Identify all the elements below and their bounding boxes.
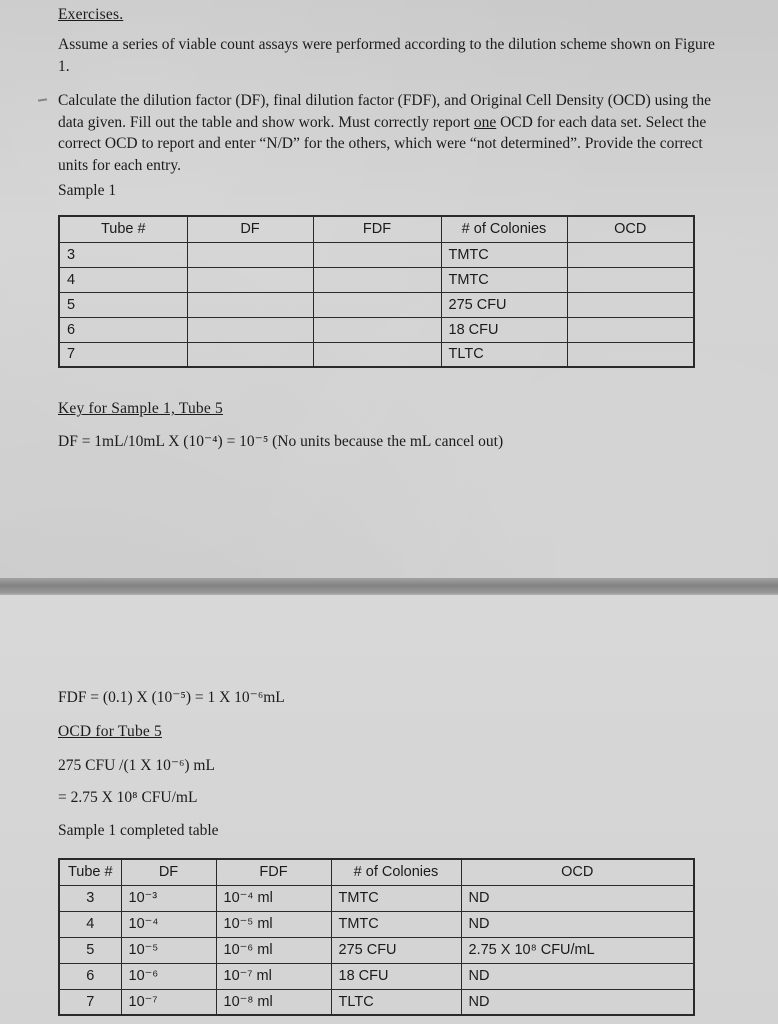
table-cell-ocd: ND xyxy=(461,989,694,1015)
table-cell-tube: 7 xyxy=(59,989,121,1015)
ocd-formula-line1: 275 CFU /(1 X 10⁻⁶) mL xyxy=(58,757,215,774)
column-header-df: DF xyxy=(187,216,313,242)
table-cell-fdf xyxy=(313,242,441,267)
column-header-tube: Tube # xyxy=(59,859,121,885)
table-cell-ocd xyxy=(567,242,694,267)
table-cell-ocd xyxy=(567,292,694,317)
table-cell-df: 10⁻⁵ xyxy=(121,937,216,963)
table-header-row xyxy=(59,859,694,885)
table-cell-df xyxy=(187,342,313,367)
sample1-blank-table xyxy=(58,215,695,368)
table-row xyxy=(59,342,694,367)
ocd-heading: OCD for Tube 5 xyxy=(58,723,162,740)
instructions-underlined-word: one xyxy=(473,113,497,131)
column-header-ocd: OCD xyxy=(567,216,694,242)
table-row xyxy=(59,292,694,317)
completed-table-caption: Sample 1 completed table xyxy=(58,822,219,839)
table-cell-ocd: ND xyxy=(461,885,694,911)
page-divider xyxy=(0,578,778,595)
table-cell-tube: 6 xyxy=(59,317,187,342)
exercises-heading: Exercises. xyxy=(58,6,124,23)
table-cell-tube: 5 xyxy=(59,937,121,963)
table-row xyxy=(59,885,694,911)
table-cell-colonies: TMTC xyxy=(331,911,461,937)
table-cell-colonies: 18 CFU xyxy=(441,317,567,342)
table-cell-fdf xyxy=(313,292,441,317)
table-cell-df xyxy=(187,267,313,292)
table-row xyxy=(59,937,694,963)
table-row xyxy=(59,963,694,989)
table-cell-colonies: TMTC xyxy=(441,242,567,267)
table-cell-df: 10⁻³ xyxy=(121,885,216,911)
table-cell-tube: 5 xyxy=(59,292,187,317)
column-header-ocd: OCD xyxy=(461,859,694,885)
table-cell-fdf xyxy=(313,342,441,367)
ocd-formula-line2: = 2.75 X 10⁸ CFU/mL xyxy=(58,789,198,806)
table-cell-ocd xyxy=(567,342,694,367)
sample1-completed-table xyxy=(58,858,695,1016)
instructions-text-part1: Calculate the dilution factor (DF), final dilution factor (FDF), and Original Cell Density (OCD) using the data given. Fill out the table and show work. Must correctly report xyxy=(58,92,712,131)
column-header-tube: Tube # xyxy=(59,216,187,242)
table-cell-colonies: TLTC xyxy=(331,989,461,1015)
table-cell-fdf: 10⁻⁷ ml xyxy=(216,963,331,989)
table-cell-df xyxy=(187,292,313,317)
column-header-fdf: FDF xyxy=(313,216,441,242)
table-cell-ocd: ND xyxy=(461,963,694,989)
table-cell-tube: 6 xyxy=(59,963,121,989)
column-header-colonies: # of Colonies xyxy=(441,216,567,242)
table-cell-df: 10⁻⁷ xyxy=(121,989,216,1015)
margin-mark xyxy=(38,98,47,101)
table-cell-ocd xyxy=(567,267,694,292)
table-cell-colonies: 18 CFU xyxy=(331,963,461,989)
column-header-fdf: FDF xyxy=(216,859,331,885)
table-cell-df xyxy=(187,242,313,267)
table-cell-df xyxy=(187,317,313,342)
table-cell-colonies: TMTC xyxy=(441,267,567,292)
table-cell-df: 10⁻⁴ xyxy=(121,911,216,937)
table-cell-fdf xyxy=(313,317,441,342)
table-cell-fdf: 10⁻⁶ ml xyxy=(216,937,331,963)
sample-label: Sample 1 xyxy=(58,182,117,199)
intro-paragraph: Assume a series of viable count assays were performed according to the dilution scheme shown on Figure 1. xyxy=(58,36,715,75)
table-cell-colonies: 275 CFU xyxy=(331,937,461,963)
table-row xyxy=(59,267,694,292)
table-cell-fdf: 10⁻⁸ ml xyxy=(216,989,331,1015)
table-cell-tube: 7 xyxy=(59,342,187,367)
column-header-colonies: # of Colonies xyxy=(331,859,461,885)
table-row xyxy=(59,242,694,267)
table-cell-fdf: 10⁻⁴ ml xyxy=(216,885,331,911)
table-cell-colonies: TLTC xyxy=(441,342,567,367)
table-cell-fdf xyxy=(313,267,441,292)
df-formula-line: DF = 1mL/10mL X (10⁻⁴) = 10⁻⁵ (No units because the mL cancel out) xyxy=(58,433,504,450)
table-cell-df: 10⁻⁶ xyxy=(121,963,216,989)
instructions-paragraph xyxy=(58,90,730,176)
table-cell-tube: 3 xyxy=(59,885,121,911)
table-header-row xyxy=(59,216,694,242)
table-cell-tube: 4 xyxy=(59,267,187,292)
table-row xyxy=(59,317,694,342)
key-heading: Key for Sample 1, Tube 5 xyxy=(58,400,223,417)
table-cell-colonies: TMTC xyxy=(331,885,461,911)
instructions-text-part2: OCD for each data set. Select the correct OCD to report and enter “N/D” for the others, which were “not determined”. Provide the correct units for each entry. xyxy=(58,113,707,174)
table-cell-ocd xyxy=(567,317,694,342)
table-cell-fdf: 10⁻⁵ ml xyxy=(216,911,331,937)
column-header-df: DF xyxy=(121,859,216,885)
table-row xyxy=(59,989,694,1015)
table-cell-ocd: 2.75 X 10⁸ CFU/mL xyxy=(461,937,694,963)
table-row xyxy=(59,911,694,937)
fdf-formula-line: FDF = (0.1) X (10⁻⁵) = 1 X 10⁻⁶mL xyxy=(58,689,285,706)
table-cell-ocd: ND xyxy=(461,911,694,937)
table-cell-colonies: 275 CFU xyxy=(441,292,567,317)
table-cell-tube: 3 xyxy=(59,242,187,267)
table-cell-tube: 4 xyxy=(59,911,121,937)
